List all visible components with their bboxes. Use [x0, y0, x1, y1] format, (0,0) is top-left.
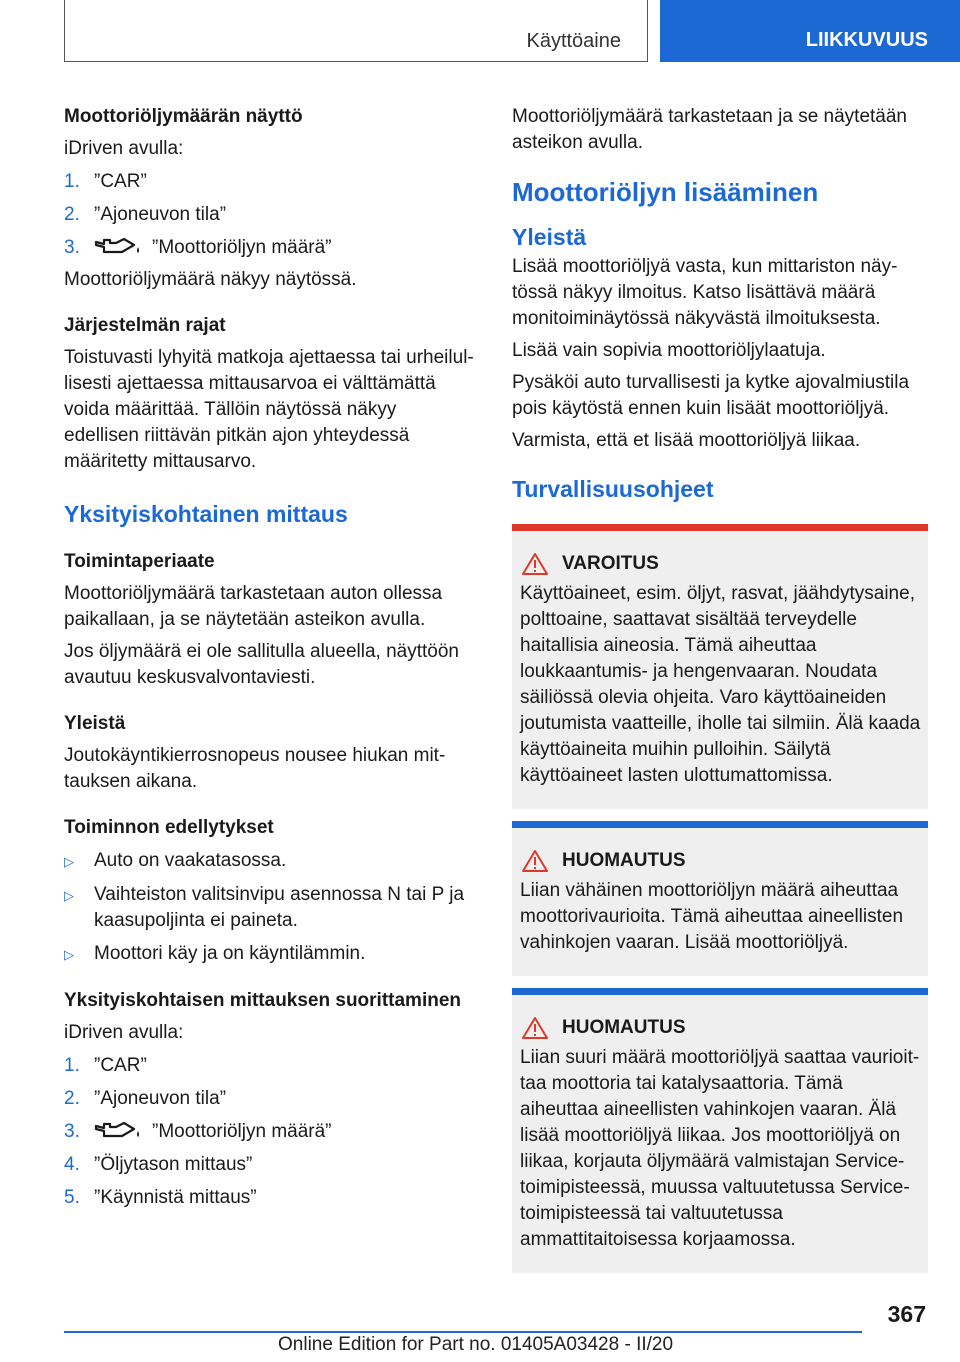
list-item: 2. ”Ajoneuvon tila” [64, 204, 227, 225]
warning-triangle-icon [522, 849, 548, 873]
general-text-3: Pysäköi auto turvallisesti ja kytke ajovalmiustila pois käytöstä ennen kuin lisäät moottoriöljyä. [512, 372, 910, 419]
heading-general-left: Yleistä [64, 713, 126, 734]
oil-can-icon [94, 1119, 146, 1141]
header-section-tab [64, 0, 648, 62]
general-text-1: Lisää moottoriöljyä vasta, kun mittariston näytössä näkyy ilmoitus. Katso lisättävä määrä monitoiminäytössä näkyvästä ilmoituksesta. [512, 256, 898, 329]
list-item: 3. ”Moottoriöljyn määrä” [64, 1121, 332, 1142]
notice-box-2 [512, 988, 928, 1273]
list-item: ▷ Auto on vaakatasossa. [64, 850, 287, 871]
warning-triangle-icon [522, 552, 548, 576]
list-item: 5. ”Käynnistä mittaus” [64, 1187, 257, 1208]
heading-safety: Turvallisuusohjeet [512, 476, 714, 502]
warning-box [512, 524, 928, 809]
intro-text: Moottoriöljymäärä tarkastetaan ja se näytetään asteikon avulla. [512, 106, 907, 153]
list-item: 1. ”CAR” [64, 171, 147, 192]
oil-shown-text: Moottoriöljymäärä näkyy näytössä. [64, 269, 357, 290]
heading-system-limits: Järjestelmän rajat [64, 315, 226, 336]
heading-requirements: Toiminnon edellytykset [64, 817, 274, 838]
general-text-left: Joutokäyntikierrosnopeus nousee hiukan mittauksen aikana. [64, 745, 446, 792]
general-text-4: Varmista, että et lisää moottoriöljyä liikaa. [512, 430, 861, 451]
warning-triangle-icon [522, 1016, 548, 1040]
footer-edition: Online Edition for Part no. 01405A03428 - II/20 [278, 1334, 674, 1355]
notice-title-1: HUOMAUTUS [520, 848, 922, 874]
warning-title: VAROITUS [520, 551, 922, 577]
heading-perform-measurement: Yksityiskohtaisen mittauksen suorittaminen [64, 990, 462, 1011]
oil-can-icon [94, 235, 146, 257]
general-text-2: Lisää vain sopivia moottoriöljylaatuja. [512, 340, 826, 361]
warning-text: Käyttöaineet, esim. öljyt, rasvat, jäähdytysaine, polttoaine, saattavat sisältää terveydelle haitallisia aineosia. Tämä aiheuttaa loukkaantumis- ja hengenvaaran. Noudata säiliössä olevia ohjeita. Varo käyttöaineiden joutumista vaatteille, iholle tai silmiin. Älä kaada käyttöaineita muihin pulloihin. Säilytä käyttöaineet lasten ulottumattomissa. [520, 583, 921, 786]
system-limits-text: Toistuvasti lyhyitä matkoja ajettaessa tai urheilullisesti ajettaessa mittausarvoa ei välttämättä voida määrittää. Tällöin näytössä näkyy edellisen riittävän pitkän ajon yhteydessä määritetty mittausarvo. [64, 347, 474, 472]
header-chapter-tab [660, 0, 960, 62]
principle-text-2: Jos öljymäärä ei ole sallitulla alueella, näyttöön avautuu keskusvalvontaviesti. [64, 641, 460, 688]
heading-adding-oil: Moottoriöljyn lisääminen [512, 177, 819, 207]
right-column [512, 104, 928, 1273]
idrive-intro-1: iDriven avulla: [64, 138, 184, 159]
list-item: 1. ”CAR” [64, 1055, 147, 1076]
heading-general-right: Yleistä [512, 224, 587, 250]
list-item: 4. ”Öljytason mittaus” [64, 1154, 253, 1175]
header-chapter-title: LIIKKUVUUS [805, 29, 928, 51]
page-number: 367 [887, 1301, 926, 1327]
heading-oil-display: Moottoriöljymäärän näyttö [64, 106, 303, 127]
heading-principle: Toimintaperiaate [64, 551, 215, 572]
list-item: 3. ”Moottoriöljyn määrä” [64, 237, 332, 258]
heading-individual-measurement: Yksityiskohtainen mittaus [64, 501, 348, 527]
list-item: ▷ Moottori käy ja on käyntilämmin. [64, 943, 366, 964]
footer-divider [64, 1331, 862, 1333]
notice-title-2: HUOMAUTUS [520, 1015, 922, 1041]
left-column [64, 104, 476, 1211]
notice-box-1 [512, 821, 928, 976]
principle-text-1: Moottoriöljymäärä tarkastetaan auton ollessa paikallaan, ja se näytetään asteikon avulla. [64, 583, 443, 630]
list-item: 2. ”Ajoneuvon tila” [64, 1088, 227, 1109]
notice-text-2: Liian suuri määrä moottoriöljyä saattaa vaurioittaa moottoria tai katalysaattoria. Tämä aiheuttaa aineellisten vahinkojen vaaran. Älä lisää moottoriöljyä liikaa. Jos moottoriöljyä on liikaa, korjauta öljymäärä valmistajan Service-toimipisteessä, muussa valtuutetussa Service-toimipisteessä tai valtuutetussa ammattitaitoisessa korjaamossa. [520, 1047, 920, 1250]
header-section-title: Käyttöaine [526, 30, 621, 52]
list-item: ▷ Vaihteiston valitsinvipu asennossa N tai P ja kaasupoljinta ei paineta. [64, 884, 465, 931]
requirements-list [64, 848, 476, 968]
notice-text-1: Liian vähäinen moottoriöljyn määrä aiheuttaa moottorivaurioita. Tämä aiheuttaa aineellisten vahinkojen vaaran. Lisää moottoriöljyä. [520, 880, 904, 953]
idrive-intro-2: iDriven avulla: [64, 1022, 184, 1043]
steps-list-1 [64, 169, 476, 261]
steps-list-2 [64, 1053, 476, 1211]
